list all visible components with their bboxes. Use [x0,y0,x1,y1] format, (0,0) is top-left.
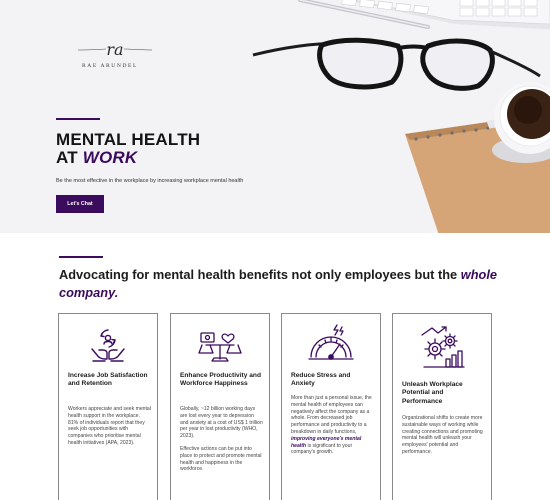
section-title-emphasis-whole: whole [460,267,498,282]
card-title: Reduce Stress and Anxiety [291,372,351,388]
logo-monogram-text: ra [106,40,124,59]
card-body: Organizational shifts to create more sustainable ways of working while creating connections and promoting mental health will unleash your employees' potential and performance. [402,415,483,455]
card-body-paragraph: Effective actions can be put into place to protect and promote mental health and happiness in the workforce. [180,445,262,473]
hero-section [0,0,550,233]
benefit-card-stress [281,313,381,500]
glasses-image [253,40,540,88]
hero-title-at: AT [56,148,78,167]
card-body [180,406,263,473]
benefit-card-retention [58,313,158,500]
hands-people-icon [59,327,157,367]
card-body-highlight: improving everyone's mental health [291,435,362,449]
card-body-text: More than just a personal issue, the mental health of employees can negatively affect the company as a whole. From decreased job performance and productivity to a breakdown in daily functions, [291,395,372,435]
card-title: Unleash Workplace Potential and Performance [402,381,463,405]
hero-subtitle: Be the most effective in the workplace by increasing workplace mental health [56,178,244,184]
card-title: Increase Job Satisfaction and Retention [68,372,148,388]
keyboard-image [318,0,550,30]
hero-title-emphasis: WORK [82,148,138,167]
card-title: Enhance Productivity and Workforce Happiness [180,372,261,388]
benefit-card-productivity [170,313,270,500]
card-body-text: is significant to your company's growth. [291,442,353,456]
section-title-emphasis-company: company. [59,285,119,300]
section-title [59,266,499,302]
section-title-main: Advocating for mental health benefits not only employees but the [59,267,458,282]
stress-gauge-icon [282,323,380,363]
logo-name[interactable]: RAE ARUNDEL [82,63,138,69]
card-body [291,395,374,456]
coffee-mug-image [488,82,550,163]
scale-money-heart-icon [171,327,269,367]
hero-accent-rule [56,118,100,120]
lets-chat-button[interactable]: Let's Chat [56,195,104,213]
hero-title [56,131,200,167]
card-body: Workers appreciate and seek mental health support in the workplace. 81% of individuals report that they seek job opportunities with companies who prioritise mental health initiatives (APA, 2023). [68,406,151,446]
logo-monogram-icon[interactable] [76,38,154,62]
section-accent-rule [59,256,103,258]
hero-title-line1: MENTAL HEALTH [56,130,201,149]
benefit-card-potential [392,313,492,500]
gears-growth-icon [393,325,491,365]
card-body-paragraph: Globally, ~12 billion working days are lost every year to depression and anxiety at a cost of US$ 1 trillion per year in lost productivity (WHO, 2023). [180,406,263,440]
